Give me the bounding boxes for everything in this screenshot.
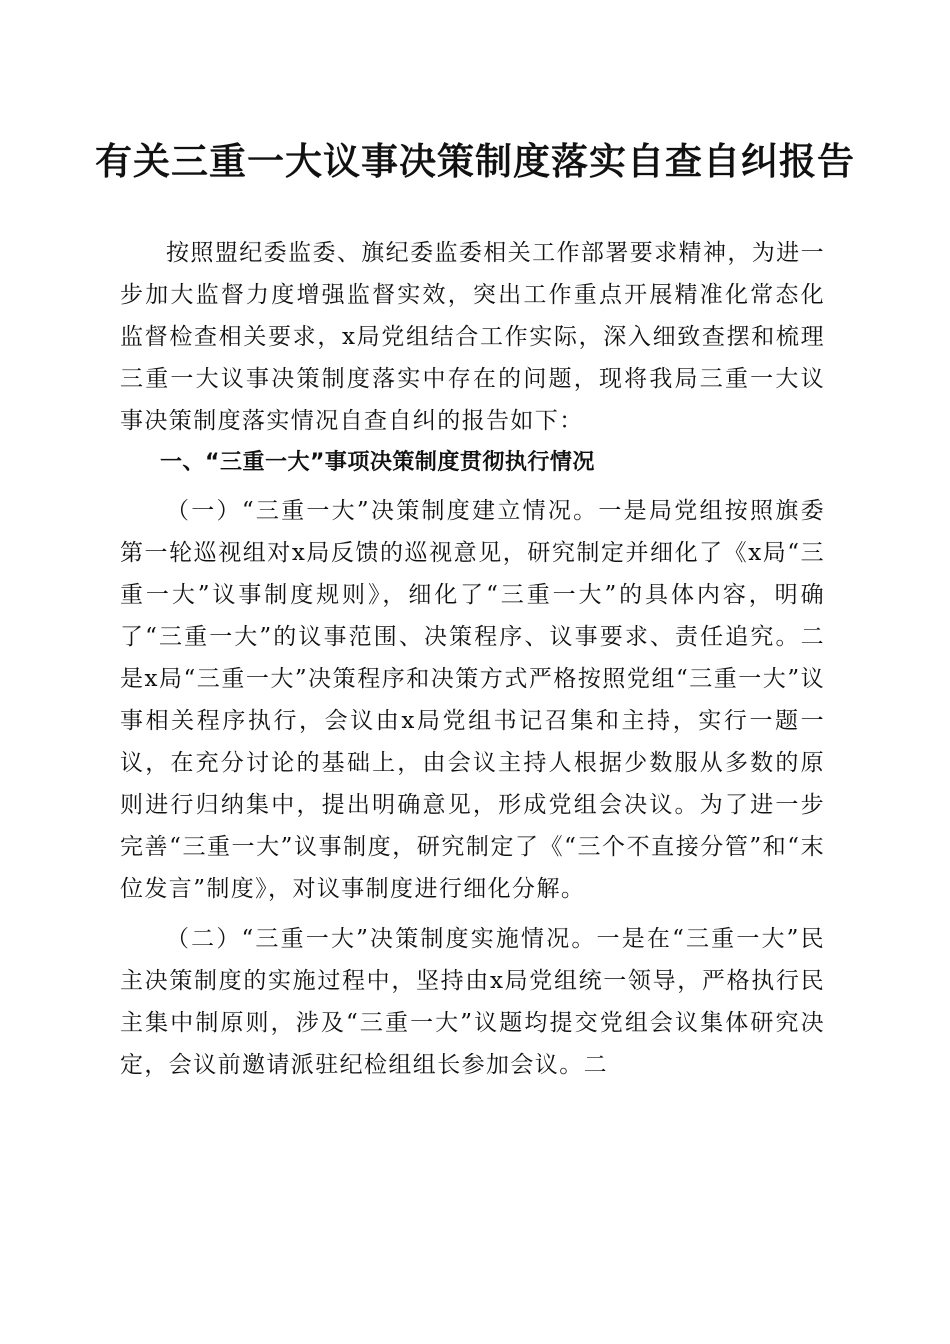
intro-paragraph: 按照盟纪委监委、旗纪委监委相关工作部署要求精神，为进一步加大监督力度增强监督实效，突出工作重点开展精准化常态化监督检查相关要求，x局党组结合工作实际，深入细致查摆和梳理三重一大议事决策制度落实中存在的问题，现将我局三重一大议事决策制度落实情况自查自纠的报告如下： <box>120 240 825 434</box>
section-heading-1: 一、“三重一大”事项决策制度贯彻执行情况 <box>160 450 595 475</box>
subsection-paragraph-1: （一）“三重一大”决策制度建立情况。一是局党组按照旗委第一轮巡视组对x局反馈的巡视意见，研究制定并细化了《x局“三重一大”议事制度规则》，细化了“三重一大”的具体内容，明确了“三重一大”的议事范围、决策程序、议事要求、责任追究。二是x局“三重一大”决策程序和决策方式严格按照党组“三重一大”议事相关程序执行，会议由x局党组书记召集和主持，实行一题一议，在充分讨论的基础上，由会议主持人根据少数服从多数的原则进行归纳集中，提出明确意见，形成党组会决议。为了进一步完善“三重一大”议事制度，研究制定了《“三个不直接分管”和“末位发言”制度》，对议事制度进行细化分解。 <box>120 498 825 902</box>
document-body <box>120 232 825 1086</box>
subsection-paragraph-2: （二）“三重一大”决策制度实施情况。一是在“三重一大”民主决策制度的实施过程中，坚持由x局党组统一领导，严格执行民主集中制原则，涉及“三重一大”议题均提交党组会议集体研究决定，会议前邀请派驻纪检组组长参加会议。二 <box>120 926 825 1078</box>
document-title: 有关三重一大议事决策制度落实自查自纠报告 <box>95 139 855 183</box>
